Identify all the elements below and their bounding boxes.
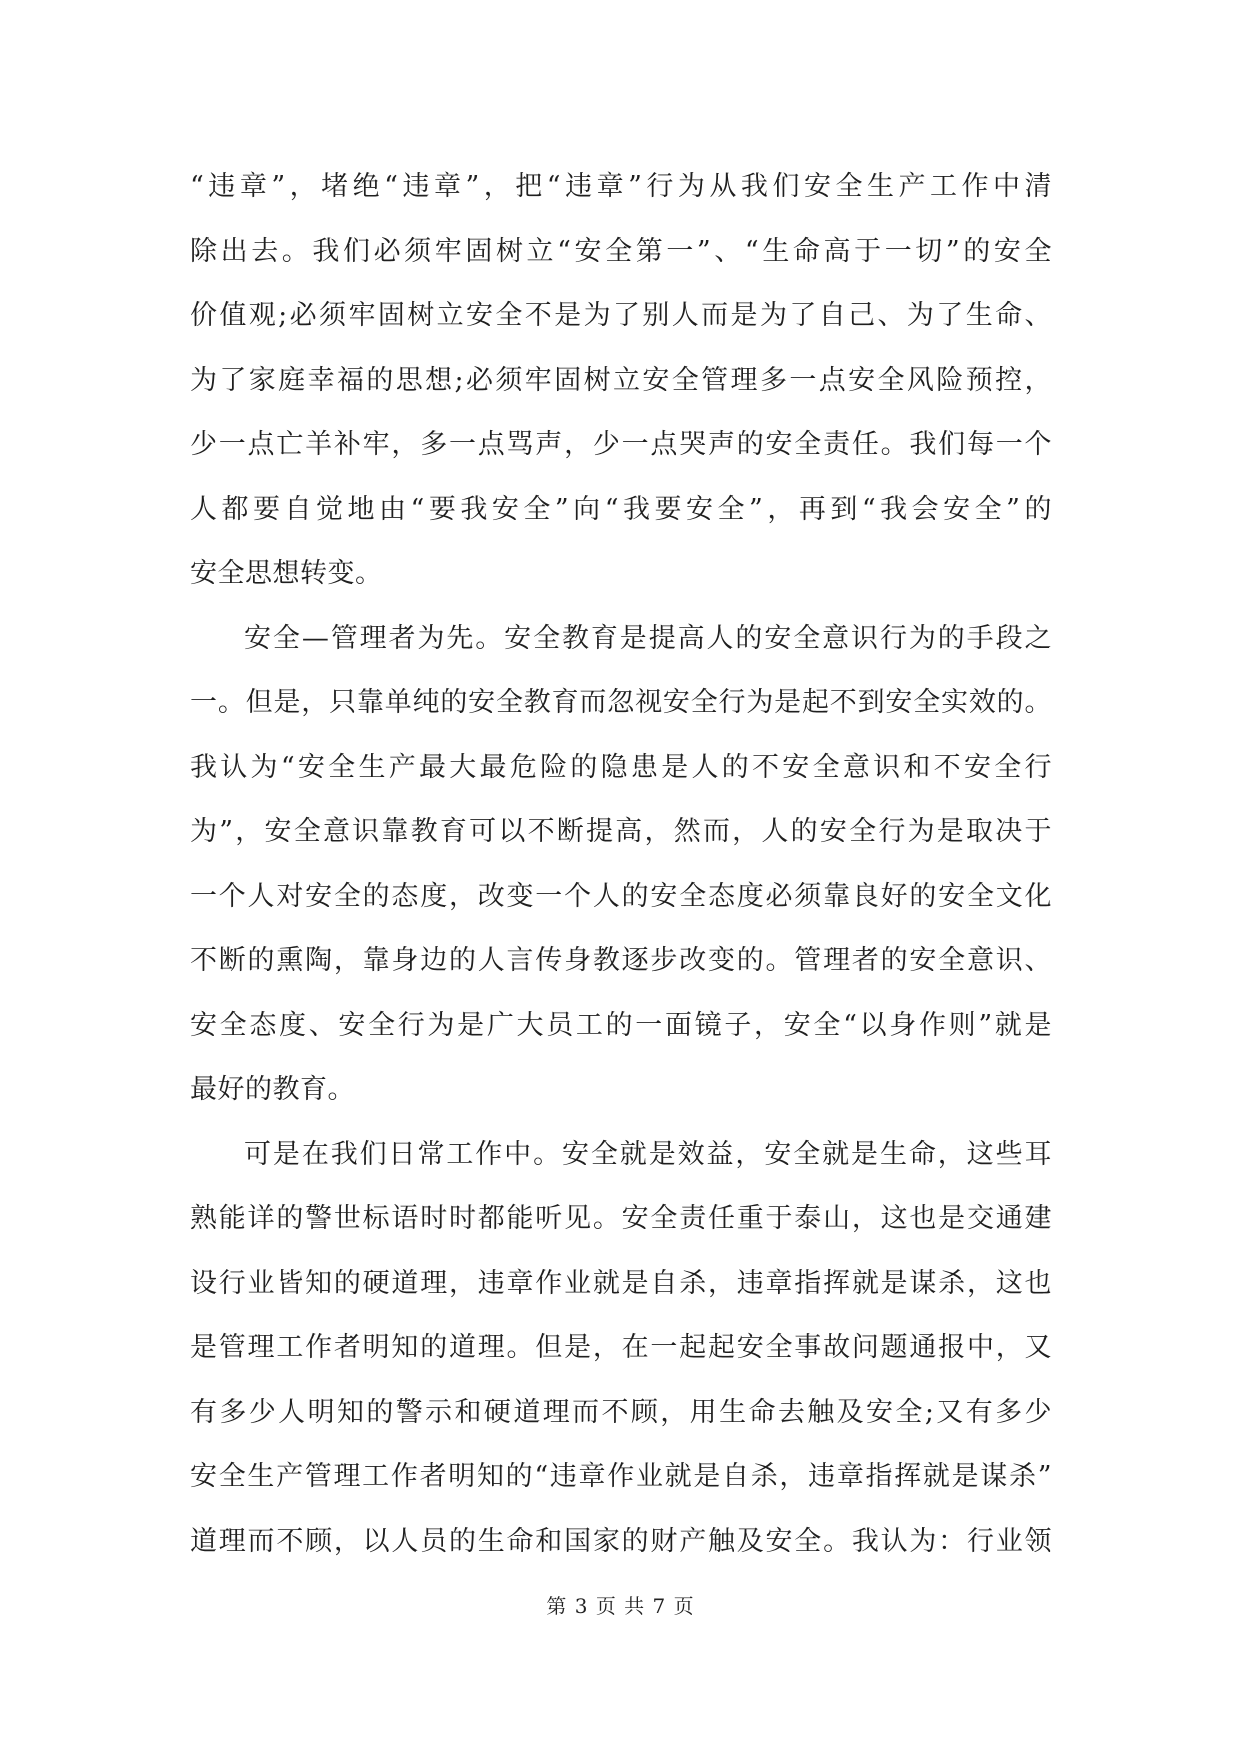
text-line: 最好的教育。: [190, 1074, 355, 1105]
text-line: 一。但是，只靠单纯的安全教育而忽视安全行为是起不到安全实效的。: [190, 687, 1052, 718]
paragraph: [190, 607, 1052, 1123]
text-line: 道理而不顾，以人员的生命和国家的财产触及安全。我认为：行业领: [190, 1525, 1052, 1557]
paragraph: [190, 1123, 1052, 1575]
text-line: 熟能详的警世标语时时都能听见。安全责任重于泰山，这也是交通建: [190, 1203, 1052, 1234]
text-line: 人都要自觉地由“要我安全”向“我要安全”，再到“我会安全”的: [190, 493, 1052, 525]
text-line: 可是在我们日常工作中。安全就是效益，安全就是生命，这些耳: [244, 1138, 1052, 1170]
text-line: 为”，安全意识靠教育可以不断提高，然而，人的安全行为是取决于: [190, 816, 1052, 847]
text-line: 安全—管理者为先。安全教育是提高人的安全意识行为的手段之: [244, 622, 1052, 654]
text-line: 我认为“安全生产最大最危险的隐患是人的不安全意识和不安全行: [190, 751, 1052, 783]
paragraph: [190, 155, 1052, 607]
body-text: [190, 155, 1052, 1574]
text-line: 价值观;必须牢固树立安全不是为了别人而是为了自己、为了生命、: [190, 300, 1052, 331]
text-line: 一个人对安全的态度，改变一个人的安全态度必须靠良好的安全文化: [190, 880, 1052, 912]
page-number-footer: 第 3 页 共 7 页: [546, 1594, 695, 1618]
text-line: 设行业皆知的硬道理，违章作业就是自杀，违章指挥就是谋杀，这也: [190, 1267, 1052, 1299]
text-line: 安全生产管理工作者明知的“违章作业就是自杀，违章指挥就是谋杀”: [190, 1461, 1052, 1492]
text-line: 安全态度、安全行为是广大员工的一面镜子，安全“以身作则”就是: [190, 1009, 1052, 1041]
text-line: 少一点亡羊补牢，多一点骂声，少一点哭声的安全责任。我们每一个: [190, 429, 1052, 460]
text-line: 安全思想转变。: [190, 558, 383, 589]
text-line: 除出去。我们必须牢固树立“安全第一”、“生命高于一切”的安全: [190, 235, 1052, 267]
text-line: 为了家庭幸福的思想;必须牢固树立安全管理多一点安全风险预控，: [190, 364, 1052, 396]
text-line: 是管理工作者明知的道理。但是，在一起起安全事故问题通报中，又: [190, 1332, 1052, 1363]
text-line: 不断的熏陶，靠身边的人言传身教逐步改变的。管理者的安全意识、: [190, 945, 1052, 976]
text-line: “违章”，堵绝“违章”，把“违章”行为从我们安全生产工作中清: [190, 171, 1052, 202]
text-line: 有多少人明知的警示和硬道理而不顾，用生命去触及安全;又有多少: [190, 1396, 1052, 1428]
